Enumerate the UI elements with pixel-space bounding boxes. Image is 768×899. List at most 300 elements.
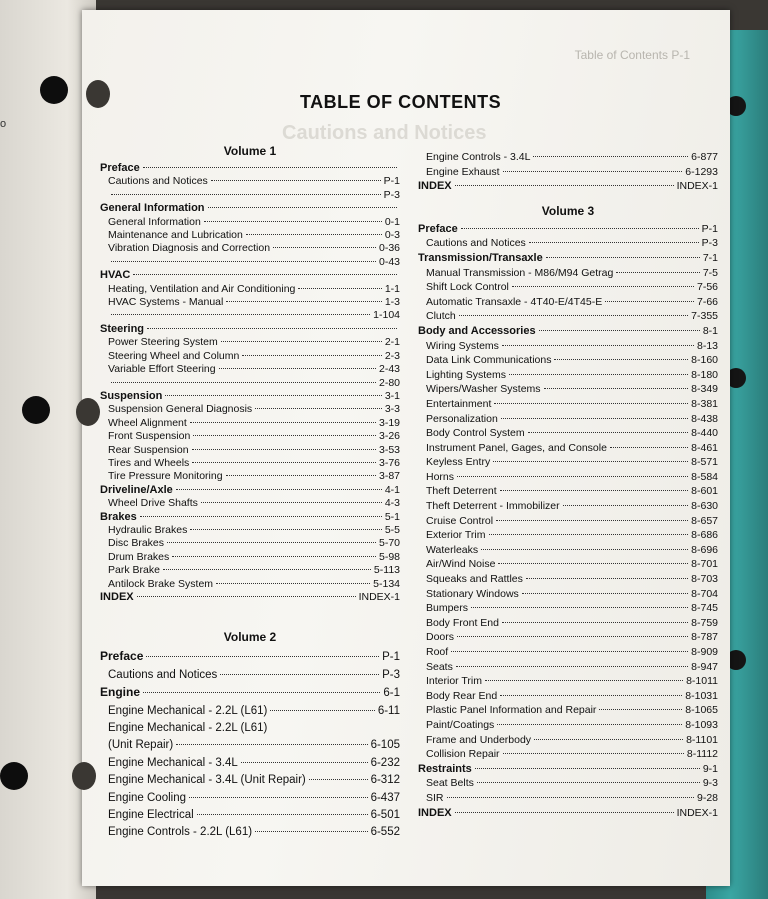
toc-entry <box>418 266 718 281</box>
toc-entry-page: 0-36 <box>378 242 400 255</box>
page-title: TABLE OF CONTENTS <box>300 92 502 112</box>
toc-entry <box>100 524 400 537</box>
toc-entry <box>100 790 400 807</box>
toc-entry-label: Wiring Systems <box>426 339 499 352</box>
toc-entry <box>418 179 718 194</box>
toc-entry <box>100 772 400 789</box>
toc-entry <box>418 470 718 485</box>
toc-entry-page: 6-1293 <box>685 165 718 178</box>
toc-entry-label: Heating, Ventilation and Air Conditioning <box>108 282 296 295</box>
toc-entry-page: 8-1 <box>702 324 718 337</box>
toc-entry-label: Air/Wind Noise <box>426 558 496 571</box>
toc-entry-page: 8-180 <box>691 368 718 381</box>
leader-dots <box>143 692 380 693</box>
toc-entry <box>100 564 400 577</box>
leader-dots <box>455 812 674 813</box>
toc-entry-page: 8-909 <box>691 646 718 658</box>
toc-entry-label: Seats <box>426 660 453 673</box>
leader-dots <box>599 709 682 710</box>
toc-entry-label: General Information <box>108 215 201 228</box>
volume-2-heading: Volume 2 <box>223 630 277 645</box>
toc-entry-label: Cautions and Notices <box>108 175 208 188</box>
toc-entry <box>418 762 718 777</box>
toc-entry-label: Body and Accessories <box>418 324 536 337</box>
toc-entry-label: Wheel Drive Shafts <box>108 497 198 510</box>
toc-entry-page: 0-1 <box>384 215 400 228</box>
leader-dots <box>172 556 376 557</box>
leader-dots <box>563 505 689 506</box>
leader-dots <box>481 549 688 550</box>
toc-entry-label: Front Suspension <box>108 430 191 443</box>
toc-entry <box>100 703 400 720</box>
toc-entry-label: Engine Controls - 3.4L <box>426 151 531 163</box>
toc-entry-page: 6-232 <box>370 756 400 769</box>
toc-entry <box>418 587 718 602</box>
toc-entry-label: Doors <box>426 631 455 644</box>
toc-entry <box>418 543 718 558</box>
toc-entry-label: HVAC <box>100 269 131 282</box>
toc-entry-page: 2-3 <box>384 349 400 362</box>
leader-dots <box>500 490 689 491</box>
toc-entry <box>100 511 400 524</box>
leader-dots <box>211 180 381 181</box>
toc-entry <box>100 457 400 470</box>
toc-entry <box>418 236 718 251</box>
toc-page <box>82 10 730 886</box>
toc-entry-page: 8-584 <box>691 470 718 483</box>
toc-entry-label: Preface <box>100 162 140 174</box>
volume-1-heading: Volume 1 <box>223 144 277 158</box>
leader-dots <box>447 797 694 798</box>
toc-entry-page: 2-43 <box>378 363 400 376</box>
toc-entry-label: Engine Mechanical - 3.4L (Unit Repair) <box>108 774 306 787</box>
toc-entry-page: 9-28 <box>696 791 718 804</box>
toc-entry-page: INDEX-1 <box>358 591 400 603</box>
toc-entry-page: 6-877 <box>691 151 718 163</box>
toc-entry-page: 6-437 <box>370 791 400 804</box>
leader-dots <box>133 274 397 275</box>
toc-entry <box>100 591 400 604</box>
leader-dots <box>242 355 381 356</box>
leader-dots <box>143 167 397 168</box>
toc-entry-label: Instrument Panel, Gages, and Console <box>426 441 607 454</box>
toc-entry-page: 6-105 <box>370 739 400 752</box>
toc-entry-page: 6-501 <box>370 809 400 822</box>
toc-entry-page: 3-26 <box>378 430 400 443</box>
toc-entry <box>100 202 400 215</box>
leader-dots <box>163 569 371 570</box>
leader-dots <box>528 432 689 433</box>
leader-dots <box>457 476 688 477</box>
toc-entry-label: Tires and Wheels <box>108 456 190 469</box>
toc-entry <box>100 283 400 296</box>
leader-dots <box>197 814 368 815</box>
toc-entry-page: 4-3 <box>384 497 400 510</box>
toc-entry-page: INDEX-1 <box>676 806 718 819</box>
toc-entry <box>100 390 400 403</box>
toc-entry-page: 1-1 <box>384 282 400 295</box>
leader-dots <box>111 382 376 383</box>
toc-entry <box>100 309 400 322</box>
toc-entry-label: Body Control System <box>426 427 525 440</box>
toc-entry-page: 3-87 <box>378 470 400 483</box>
toc-entry-page: 8-686 <box>691 529 718 542</box>
toc-entry-page: 5-113 <box>373 564 400 577</box>
toc-entry-page: 6-312 <box>370 774 400 787</box>
toc-entry <box>100 417 400 430</box>
toc-entry <box>100 537 400 550</box>
toc-entry-page: 3-53 <box>378 443 400 456</box>
toc-entry <box>100 229 400 242</box>
toc-entry-page: 8-745 <box>691 602 718 615</box>
toc-entry-page: P-3 <box>383 188 400 201</box>
toc-entry-page: 8-787 <box>691 631 718 644</box>
toc-entry-page: 8-1031 <box>685 689 718 702</box>
toc-entry-page: 3-19 <box>378 416 400 429</box>
toc-entry <box>418 499 718 514</box>
edge-text: o <box>0 118 7 130</box>
toc-entry <box>418 309 718 324</box>
toc-entry-label: Theft Deterrent - Immobilizer <box>426 500 560 513</box>
leader-dots <box>204 221 382 222</box>
punch-hole <box>76 398 100 426</box>
leader-dots <box>605 301 694 302</box>
leader-dots <box>193 435 376 436</box>
toc-entry-label: Engine Mechanical - 2.2L (L61) <box>108 722 268 735</box>
leader-dots <box>226 301 381 302</box>
leader-dots <box>498 563 688 564</box>
toc-entry-page: 9-1 <box>702 762 718 775</box>
leader-dots <box>477 782 700 783</box>
toc-entry-page: 8-657 <box>691 514 718 527</box>
toc-entry-label: Waterleaks <box>426 543 479 556</box>
toc-entry <box>418 165 718 180</box>
volume-3-list <box>418 222 718 820</box>
toc-entry-page: 1-104 <box>373 309 400 322</box>
toc-entry <box>100 175 400 188</box>
leader-dots <box>111 261 376 262</box>
leader-dots <box>201 502 382 503</box>
toc-entry <box>418 806 718 821</box>
toc-entry-page: 8-160 <box>691 354 718 367</box>
leader-dots <box>219 368 376 369</box>
running-header: Table of Contents P-1 <box>574 48 690 62</box>
toc-entry-label: Clutch <box>426 310 456 323</box>
toc-entry-page: 6-11 <box>377 704 400 717</box>
toc-entry-label: Bumpers <box>426 602 469 615</box>
toc-entry-label: Exterior Trim <box>426 529 486 542</box>
right-column <box>418 150 718 820</box>
toc-entry-label: Wipers/Washer Systems <box>426 383 541 396</box>
toc-entry-label: Lighting Systems <box>426 368 506 381</box>
leader-dots <box>502 622 688 623</box>
toc-entry <box>100 578 400 591</box>
leader-dots <box>111 314 370 315</box>
leader-dots <box>147 328 397 329</box>
toc-entry-page: 4-1 <box>384 483 400 496</box>
toc-entry-label: Body Front End <box>426 616 499 629</box>
leader-dots <box>165 395 381 396</box>
leader-dots <box>502 345 694 346</box>
toc-entry <box>100 667 400 684</box>
punch-hole <box>72 762 96 790</box>
toc-entry-page: 8-704 <box>691 587 718 600</box>
toc-entry-page: 8-438 <box>691 412 718 425</box>
leader-dots <box>190 529 381 530</box>
leader-dots <box>246 234 382 235</box>
toc-entry-page: 8-947 <box>691 660 718 673</box>
toc-entry <box>100 363 400 376</box>
leader-dots <box>496 520 688 521</box>
toc-entry-label: Personalization <box>426 412 498 425</box>
leader-dots <box>111 194 381 195</box>
leader-dots <box>509 374 688 375</box>
toc-entry <box>100 403 400 416</box>
toc-entry-page: 6-552 <box>370 826 400 839</box>
toc-entry-page: 2-80 <box>378 376 400 389</box>
leader-dots <box>273 247 376 248</box>
toc-entry-label: Engine Exhaust <box>426 165 500 178</box>
leader-dots <box>475 768 700 769</box>
toc-entry-label: Steering Wheel and Column <box>108 349 240 362</box>
toc-entry-page: 7-1 <box>702 251 718 264</box>
toc-entry-label: Engine Cooling <box>108 791 187 804</box>
toc-entry-page: 5-5 <box>384 523 400 536</box>
toc-entry <box>100 470 400 483</box>
toc-entry-page: 8-461 <box>691 441 718 454</box>
toc-entry-page: 3-3 <box>384 403 400 416</box>
leader-dots <box>192 462 376 463</box>
toc-entry <box>418 295 718 310</box>
toc-entry-page: 1-3 <box>384 296 400 309</box>
leader-dots <box>456 666 688 667</box>
toc-entry <box>100 755 400 772</box>
toc-entry-label: Preface <box>100 649 144 664</box>
toc-entry <box>418 251 718 266</box>
toc-entry-label: Stationary Windows <box>426 587 519 600</box>
toc-entry <box>100 484 400 497</box>
toc-entry <box>418 324 718 339</box>
toc-entry <box>100 824 400 841</box>
toc-entry-page: 3-1 <box>384 389 400 402</box>
punch-hole <box>40 76 68 104</box>
leader-dots <box>493 461 688 462</box>
toc-entry-page: INDEX-1 <box>676 180 718 193</box>
leader-dots <box>471 607 688 608</box>
toc-entry-label: Shift Lock Control <box>426 281 509 294</box>
toc-entry <box>100 497 400 510</box>
toc-entry-page: 5-1 <box>384 510 400 523</box>
toc-entry <box>100 242 400 255</box>
leader-dots <box>226 475 376 476</box>
toc-entry-page: 8-759 <box>691 616 718 629</box>
toc-entry-label: Paint/Coatings <box>426 718 495 731</box>
toc-entry-label: Power Steering System <box>108 336 218 349</box>
toc-entry-label: Roof <box>426 646 449 658</box>
toc-entry <box>418 557 718 572</box>
punch-hole <box>22 396 50 424</box>
toc-entry-label: Tire Pressure Monitoring <box>108 470 223 483</box>
toc-entry <box>100 269 400 282</box>
toc-entry-page: P-1 <box>382 651 400 664</box>
toc-entry <box>418 718 718 733</box>
toc-entry-page: 3-76 <box>378 456 400 469</box>
toc-entry-label: Manual Transmission - M86/M94 Getrag <box>426 266 614 279</box>
punch-hole <box>86 80 110 108</box>
toc-entry <box>418 601 718 616</box>
toc-entry-label: Driveline/Axle <box>100 483 173 496</box>
toc-entry-label: Cautions and Notices <box>108 668 218 681</box>
toc-entry <box>418 280 718 295</box>
toc-entry-page: 8-1101 <box>686 733 718 746</box>
toc-entry-label: Engine Mechanical - 3.4L <box>108 756 238 769</box>
leader-dots <box>501 418 688 419</box>
toc-entry-page: 8-1065 <box>685 704 718 717</box>
toc-entry-label: Plastic Panel Information and Repair <box>426 704 597 717</box>
toc-entry-label: Preface <box>418 222 458 235</box>
leader-dots <box>461 228 699 229</box>
leader-dots <box>554 359 688 360</box>
toc-entry-page: P-3 <box>701 237 718 250</box>
toc-entry-page: 5-70 <box>378 537 400 550</box>
toc-entry <box>100 336 400 349</box>
toc-entry <box>418 353 718 368</box>
toc-entry <box>100 430 400 443</box>
toc-entry <box>418 339 718 354</box>
toc-entry-page: 9-3 <box>702 777 718 790</box>
leader-dots <box>192 449 376 450</box>
toc-entry-page: 7-56 <box>696 281 718 294</box>
toc-entry-page: 0-3 <box>384 229 400 242</box>
toc-entry <box>418 630 718 645</box>
toc-entry-label: Automatic Transaxle - 4T40-E/4T45-E <box>426 295 603 308</box>
toc-entry <box>418 382 718 397</box>
leader-dots <box>176 744 367 745</box>
toc-entry <box>418 776 718 791</box>
toc-entry <box>418 689 718 704</box>
toc-entry-label: Seat Belts <box>426 777 474 790</box>
toc-entry-page: 6-1 <box>383 687 400 700</box>
toc-entry <box>418 222 718 237</box>
toc-entry <box>100 720 400 737</box>
toc-entry-page: 7-66 <box>696 295 718 308</box>
leader-dots <box>220 674 379 675</box>
toc-entry-page: P-1 <box>701 222 718 235</box>
leader-dots <box>146 656 379 657</box>
toc-entry <box>418 514 718 529</box>
toc-entry <box>100 323 400 336</box>
leader-dots <box>503 753 684 754</box>
toc-entry <box>418 674 718 689</box>
toc-entry-label: Disc Brakes <box>108 537 165 550</box>
toc-entry-label: Maintenance and Lubrication <box>108 229 243 242</box>
toc-entry <box>100 684 400 702</box>
leader-dots <box>533 156 688 157</box>
toc-entry <box>100 737 400 754</box>
toc-entry-page: 8-630 <box>691 500 718 513</box>
leader-dots <box>500 695 682 696</box>
leader-dots <box>522 593 688 594</box>
toc-entry-page: 7-5 <box>702 266 718 279</box>
toc-entry-label: Variable Effort Steering <box>108 363 216 376</box>
toc-entry-label: Keyless Entry <box>426 456 491 469</box>
toc-entry <box>418 703 718 718</box>
toc-entry-label: Horns <box>426 470 455 483</box>
bleed-through-text: Cautions and Notices <box>282 122 487 144</box>
toc-entry-page: 0-43 <box>378 255 400 268</box>
toc-entry-label: Frame and Underbody <box>426 733 532 746</box>
toc-entry-label: SIR <box>426 791 444 804</box>
toc-entry <box>418 368 718 383</box>
toc-entry <box>418 733 718 748</box>
toc-entry-page: 2-1 <box>384 336 400 349</box>
toc-entry-label: Park Brake <box>108 564 160 577</box>
toc-entry-label: Wheel Alignment <box>108 416 187 429</box>
toc-entry <box>418 484 718 499</box>
leader-dots <box>610 447 688 448</box>
toc-entry-label: Steering <box>100 322 145 335</box>
toc-entry-label: General Information <box>100 202 205 215</box>
toc-entry-label: Engine Electrical <box>108 809 194 822</box>
leader-dots <box>539 330 700 331</box>
left-column <box>100 140 400 842</box>
toc-entry-label: Engine Mechanical - 2.2L (L61) <box>108 704 268 717</box>
toc-entry-page: 5-134 <box>373 577 400 590</box>
toc-entry-page: 8-440 <box>691 427 718 440</box>
volume-3-heading: Volume 3 <box>541 203 595 218</box>
leader-dots <box>529 242 699 243</box>
toc-entry-page: 8-571 <box>691 456 718 469</box>
toc-entry <box>418 645 718 660</box>
leader-dots <box>616 272 699 273</box>
toc-entry-label: Data Link Communications <box>426 354 552 367</box>
toc-entry-page: 8-701 <box>691 558 718 571</box>
toc-entry-label: Restraints <box>418 762 472 775</box>
toc-entry <box>418 412 718 427</box>
toc-entry <box>100 189 400 202</box>
toc-entry-label: Theft Deterrent <box>426 485 497 498</box>
toc-entry-label: Hydraulic Brakes <box>108 523 188 536</box>
toc-entry-label: Collision Repair <box>426 748 500 761</box>
toc-entry-page: 5-98 <box>378 550 400 563</box>
toc-entry-label: Cruise Control <box>426 514 494 527</box>
leader-dots <box>451 651 688 652</box>
toc-entry-label: Antilock Brake System <box>108 577 214 590</box>
toc-entry <box>418 572 718 587</box>
leader-dots <box>189 797 368 798</box>
leader-dots <box>241 762 368 763</box>
toc-entry-page: 7-355 <box>691 310 718 323</box>
leader-dots <box>190 422 376 423</box>
toc-entry <box>100 648 400 666</box>
toc-entry-label: Squeaks and Rattles <box>426 573 523 586</box>
leader-dots <box>140 516 382 517</box>
punch-hole <box>0 762 28 790</box>
leader-dots <box>534 739 683 740</box>
toc-entry <box>418 426 718 441</box>
toc-entry <box>418 455 718 470</box>
leader-dots <box>485 680 683 681</box>
leader-dots <box>216 583 370 584</box>
toc-entry <box>100 551 400 564</box>
leader-dots <box>459 315 688 316</box>
toc-entry-label: Interior Trim <box>426 675 483 688</box>
toc-entry-page: 8-703 <box>691 573 718 586</box>
toc-entry <box>418 150 718 165</box>
volume-2-continued-list <box>418 150 718 194</box>
toc-entry-label: HVAC Systems - Manual <box>108 296 224 309</box>
leader-dots <box>497 724 682 725</box>
